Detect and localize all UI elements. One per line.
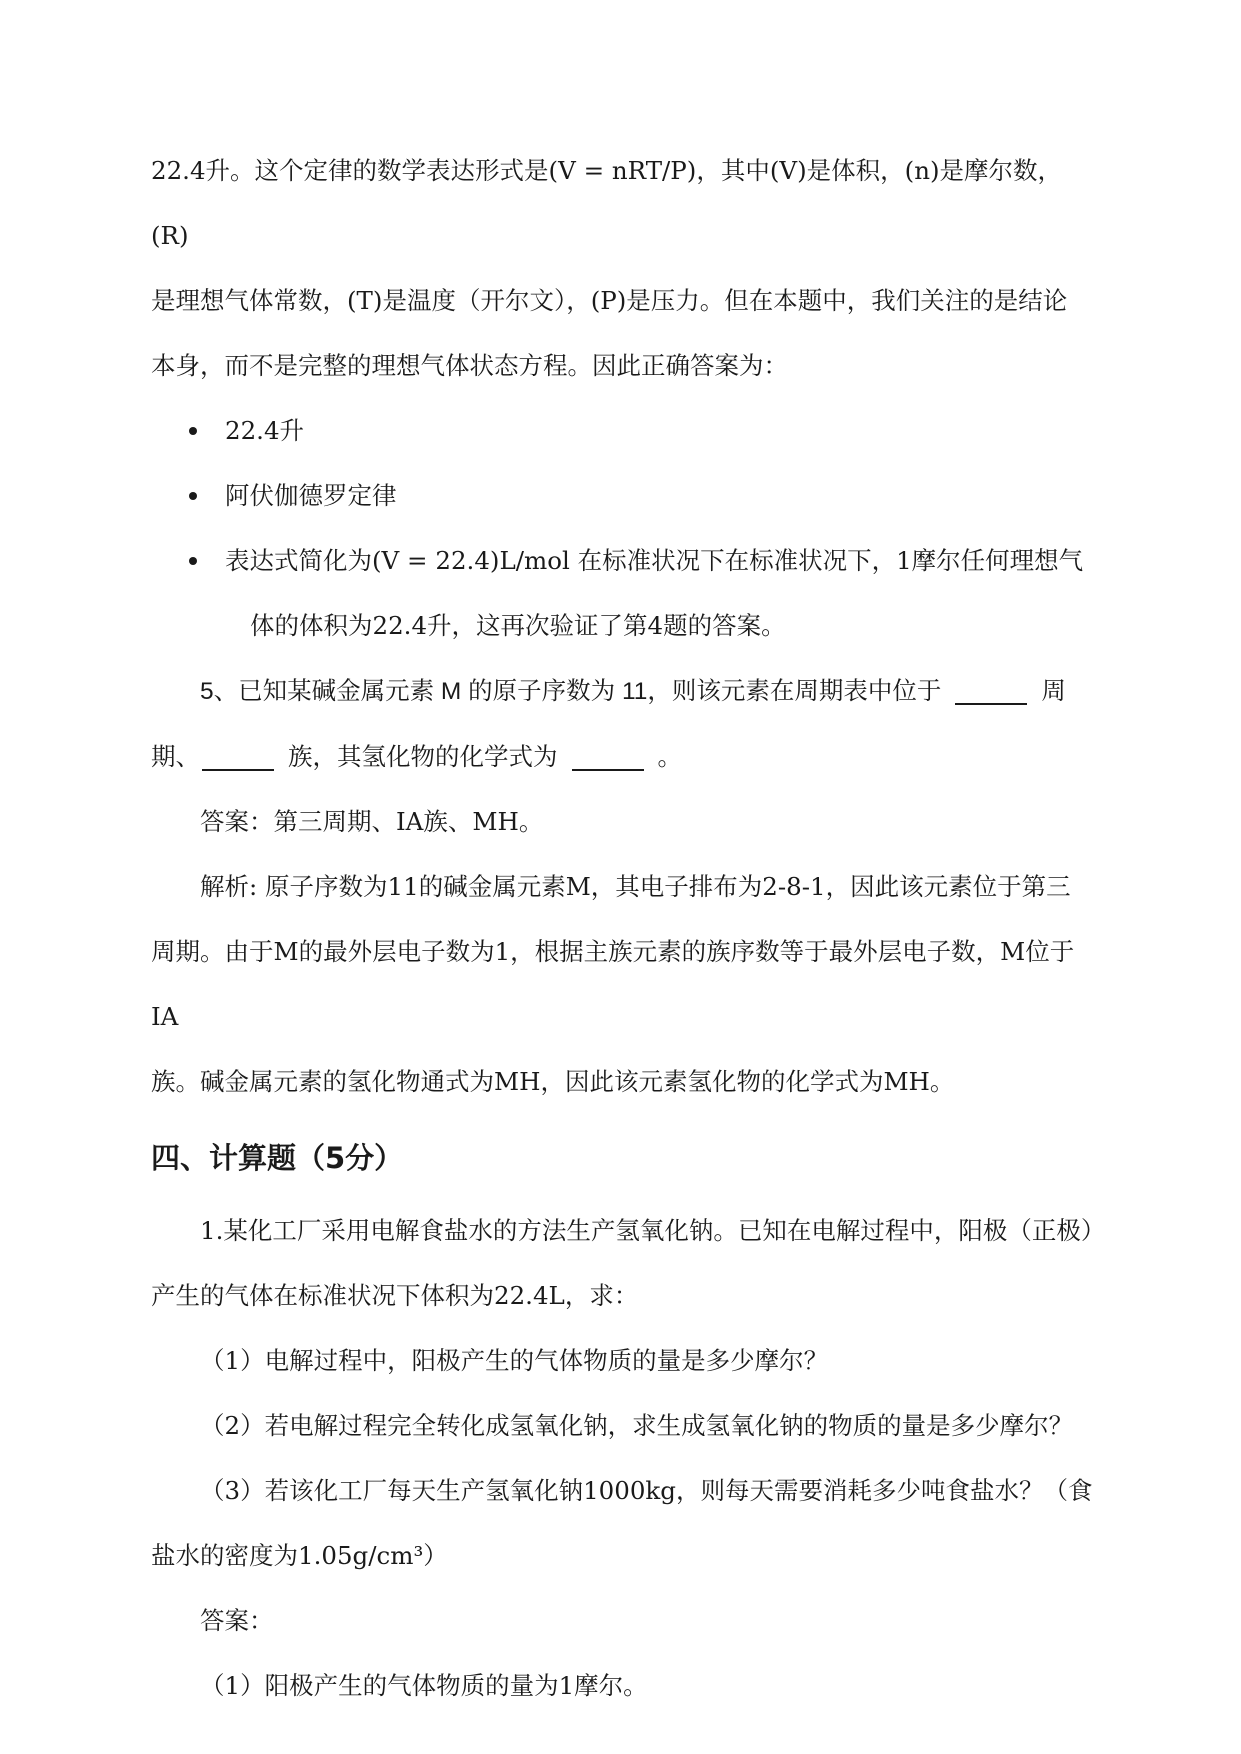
question-5-text-d: 族，其氢化物的化学式为 xyxy=(288,742,558,771)
bullet-item xyxy=(151,463,1096,528)
calc-question-1-line-2: 产生的气体在标准状况下体积为22.4L，求： xyxy=(151,1281,639,1310)
fill-blank-group[interactable] xyxy=(202,747,274,771)
bullet-item xyxy=(151,528,1096,658)
question-5-analysis-line-3: 族。碱金属元素的氢化物通式为MH，因此该元素氢化物的化学式为MH。 xyxy=(151,1067,955,1096)
bullet-text: 22.4升 xyxy=(225,416,305,445)
paragraph-gas-law-line-3: 本身，而不是完整的理想气体状态方程。因此正确答案为： xyxy=(151,351,788,380)
paragraph-gas-law-line-2: 是理想气体常数，(T)是温度（开尔文），(P)是压力。但在本题中，我们关注的是结论 xyxy=(151,286,1068,315)
calc-sub-question-3-line-1: （3）若该化工厂每天生产氢氧化钠1000kg，则每天需要消耗多少吨食盐水？（食 xyxy=(200,1476,1093,1505)
calc-sub-question-2: （2）若电解过程完全转化成氢氧化钠，求生成氢氧化钠的物质的量是多少摩尔？ xyxy=(200,1411,1074,1440)
question-5 xyxy=(151,658,1096,724)
section-heading: 四、计算题（5分） xyxy=(151,1141,404,1175)
bullet-dot-icon xyxy=(189,492,197,500)
bullet-text-line-2: 体的体积为22.4升，这再次验证了第4题的答案。 xyxy=(250,611,786,640)
bullet-text-line-1: 表达式简化为(V = 22.4)L/mol 在标准状况下在标准状况下，1摩尔任何理想气 xyxy=(225,546,1084,575)
calc-answer-label: 答案： xyxy=(200,1606,274,1635)
question-5-text-e: 。 xyxy=(657,742,682,771)
bullet-dot-icon xyxy=(189,427,197,435)
question-5-answer: 答案：第三周期、IA族、MH。 xyxy=(200,807,544,836)
question-5-text-c: 期、 xyxy=(151,742,200,771)
fill-blank-period[interactable] xyxy=(955,681,1027,705)
paragraph-gas-law-line-1: 22.4升。这个定律的数学表达形式是(V = nRT/P)，其中(V)是体积，(n)是摩尔数，(R) xyxy=(151,156,1063,250)
document-page xyxy=(151,138,1106,1718)
fill-blank-formula[interactable] xyxy=(572,747,644,771)
question-5-continued xyxy=(151,724,1096,789)
question-5-text-a: 5、已知某碱金属元素 M 的原子序数为 11，则该元素在周期表中位于 xyxy=(200,678,942,705)
question-5-analysis-line-1: 解析: 原子序数为11的碱金属元素M，其电子排布为2-8-1，因此该元素位于第三 xyxy=(200,872,1071,901)
question-5-text-b: 周 xyxy=(1041,676,1066,705)
bullet-dot-icon xyxy=(189,557,197,565)
bullet-item xyxy=(151,398,1096,463)
question-5-analysis-line-2: 周期。由于M的最外层电子数为1，根据主族元素的族序数等于最外层电子数，M位于IA xyxy=(151,937,1075,1031)
calc-sub-question-3-line-2: 盐水的密度为1.05g/cm³） xyxy=(151,1541,448,1570)
calc-sub-question-1: （1）电解过程中，阳极产生的气体物质的量是多少摩尔？ xyxy=(200,1346,829,1375)
bullet-text: 阿伏伽德罗定律 xyxy=(225,481,397,510)
calc-question-1-line-1: 1.某化工厂采用电解食盐水的方法生产氢氧化钠。已知在电解过程中，阳极（正极） xyxy=(200,1216,1106,1245)
answer-bullet-list xyxy=(151,398,1096,658)
calc-answer-1: （1）阳极产生的气体物质的量为1摩尔。 xyxy=(200,1671,648,1700)
